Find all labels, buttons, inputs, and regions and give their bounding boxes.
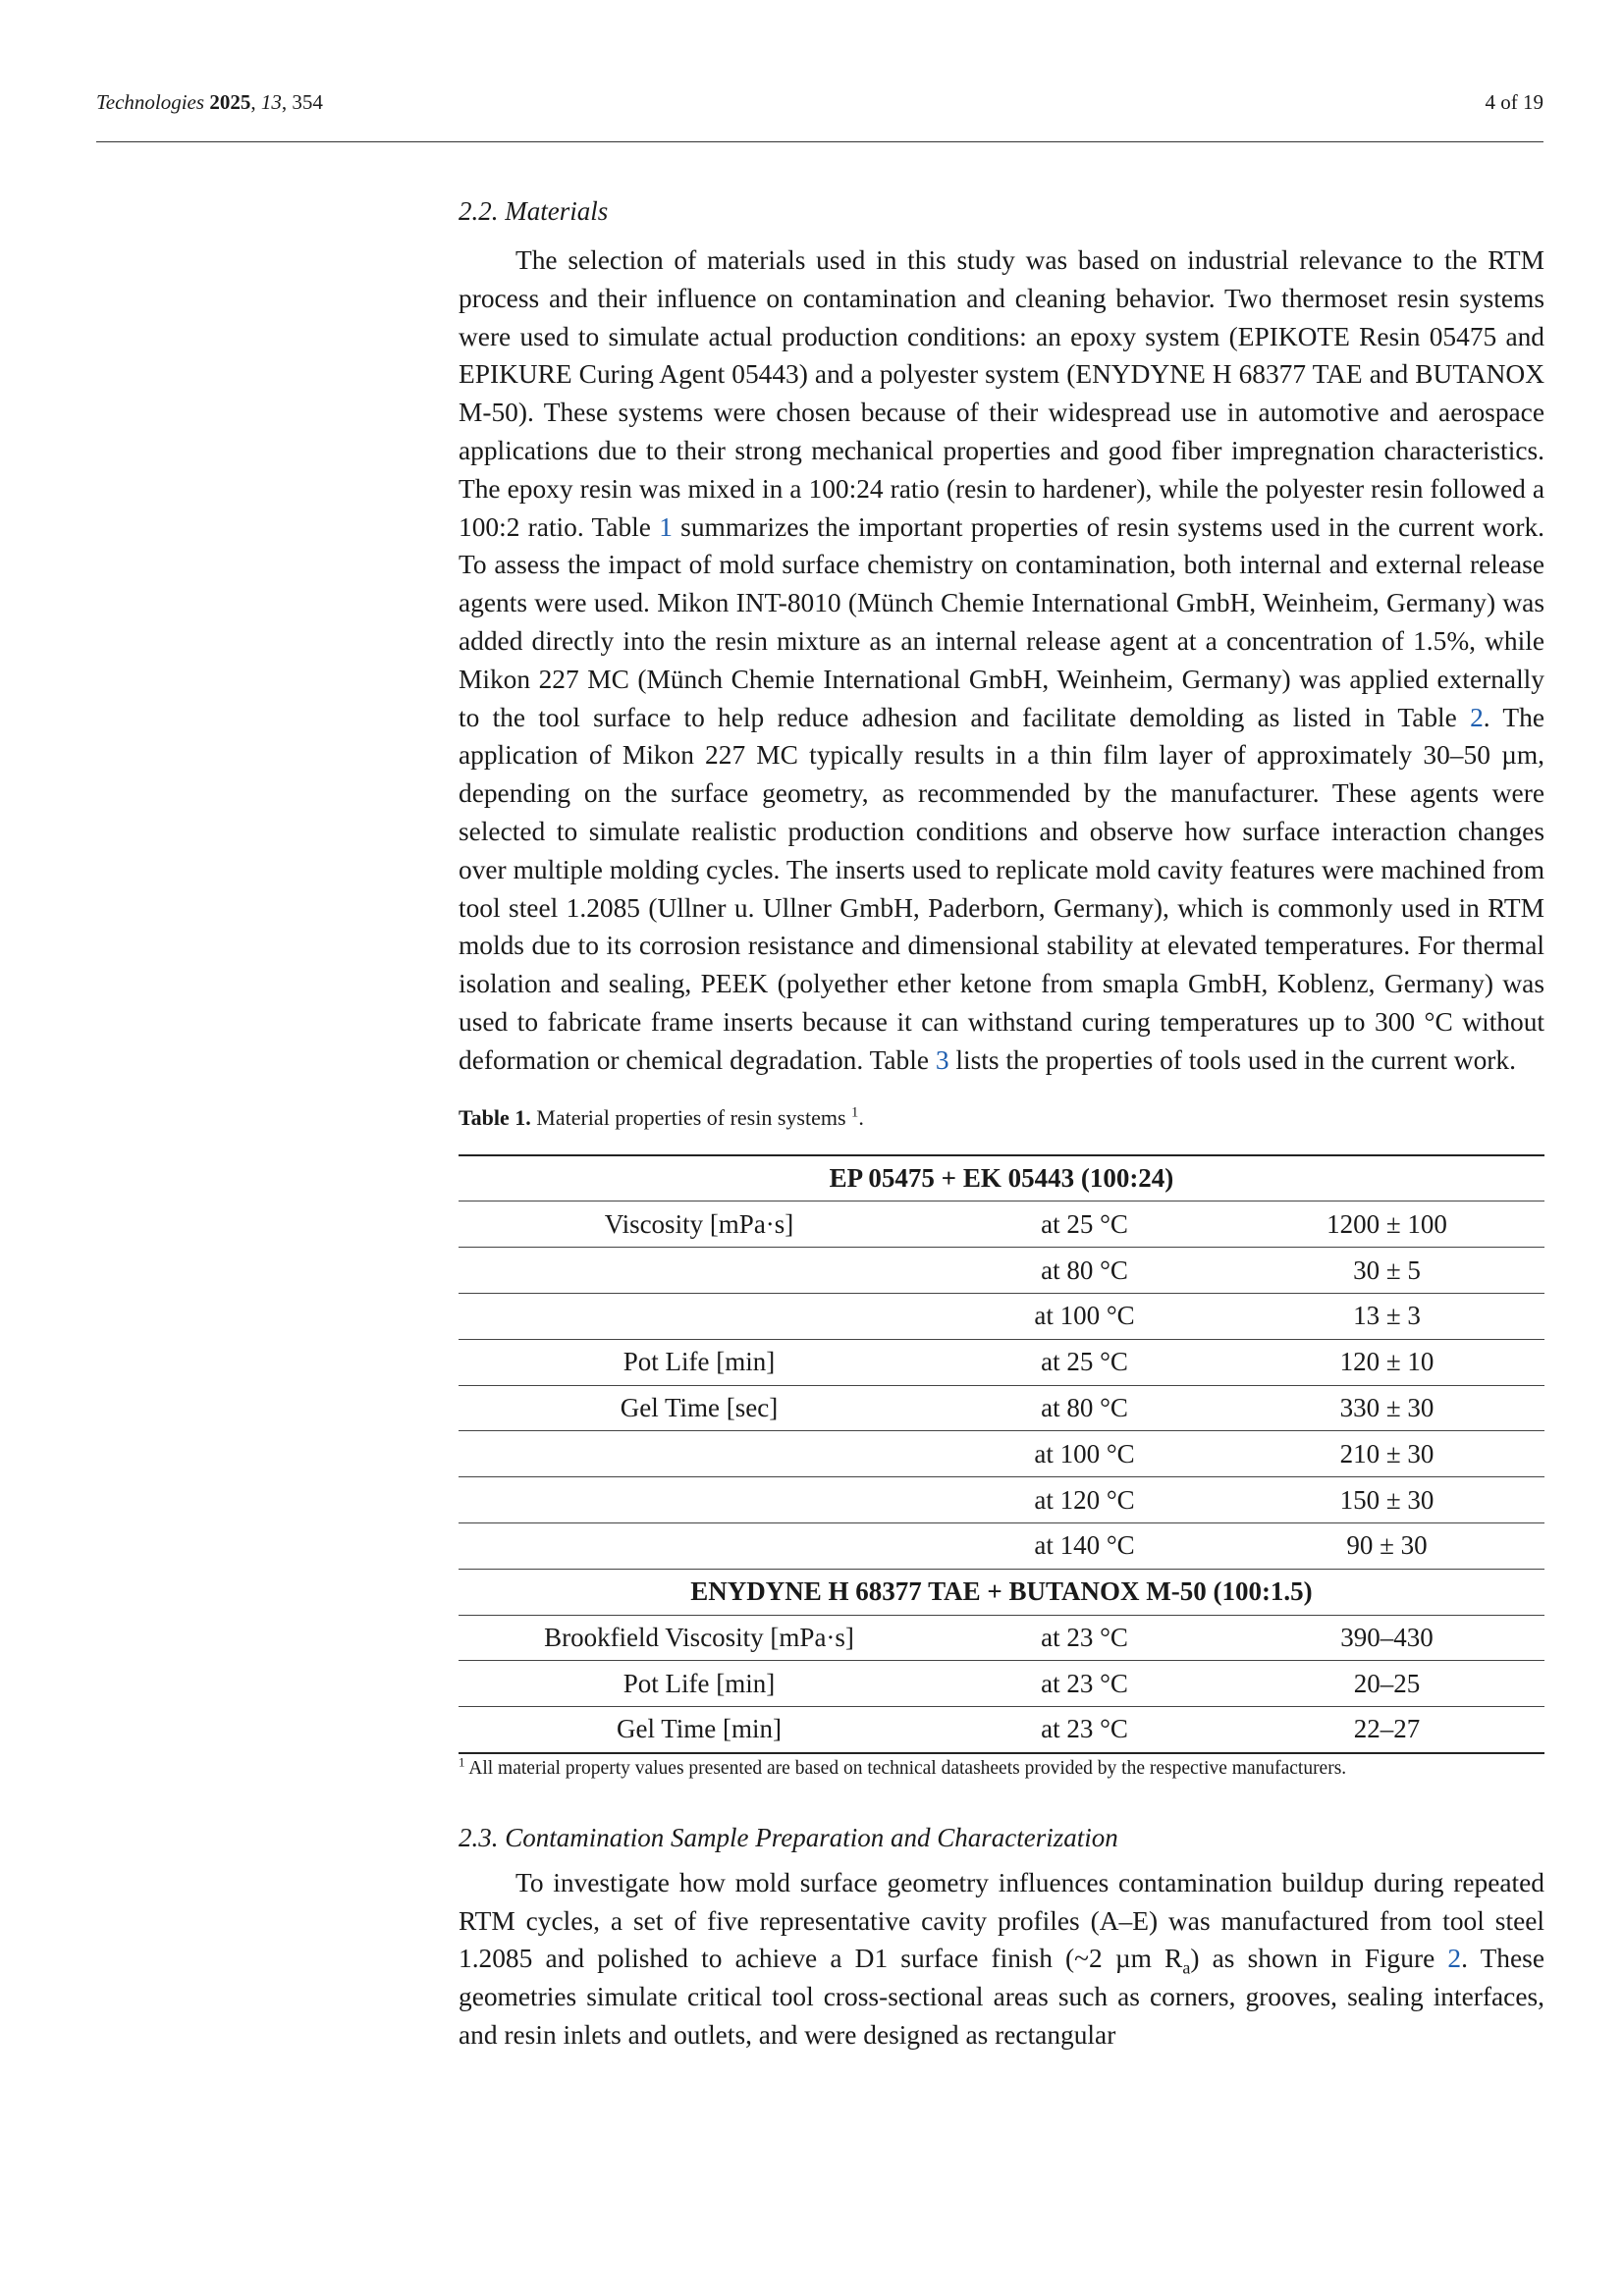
journal-name: Technologies xyxy=(96,90,205,114)
property-cell: Brookfield Viscosity [mPa·s] xyxy=(459,1615,940,1661)
table-3-link[interactable]: 3 xyxy=(935,1044,949,1075)
group-title-epoxy: EP 05475 + EK 05443 (100:24) xyxy=(459,1155,1544,1201)
material-properties-table xyxy=(459,1154,1544,1754)
subscript-a: a xyxy=(1182,1957,1191,1978)
table-row xyxy=(459,1385,1544,1431)
condition-cell: at 25 °C xyxy=(940,1339,1229,1385)
condition-cell: at 23 °C xyxy=(940,1661,1229,1707)
table-row xyxy=(459,1248,1544,1294)
value-cell: 120 ± 10 xyxy=(1229,1339,1544,1385)
table-2-link[interactable]: 2 xyxy=(1470,702,1484,732)
property-cell: Pot Life [min] xyxy=(459,1661,940,1707)
value-cell: 390–430 xyxy=(1229,1615,1544,1661)
text-segment: To investigate how mold surface geometry influences contamination buildup during repeated RTM cycles, a set of five representative cavity profiles (A–E) was manufactured from tool steel 1.2085 and polished to achieve a D1 surface finish (~2 µm R xyxy=(459,1867,1544,1974)
condition-cell: at 100 °C xyxy=(940,1293,1229,1339)
text-segment: . These geometries simulate critical tool cross-sectional areas such as corners, grooves, sealing interfaces, and resin inlets and outlets, and were designed as rectangular xyxy=(459,1944,1544,2051)
property-cell xyxy=(459,1522,940,1569)
page-number: 4 of 19 xyxy=(1485,90,1543,114)
text-segment: summarizes the important properties of resin systems used in the current work. To assess the impact of mold surface chemistry on contamination, both internal and external release agents were used. Mikon INT-8010 (Münch Chemie International GmbH, Weinheim, Germany) was added directly into the resin mixture as an internal release agent at a concentration of 1.5%, while Mikon 227 MC (Münch Chemie International GmbH, Weinheim, Germany) was applied externally to the tool surface to help reduce adhesion and facilitate demolding as listed in Table xyxy=(459,511,1544,732)
property-cell xyxy=(459,1431,940,1477)
page-content xyxy=(459,192,1544,2055)
condition-cell: at 140 °C xyxy=(940,1522,1229,1569)
condition-cell: at 80 °C xyxy=(940,1385,1229,1431)
text-segment: ) as shown in Figure xyxy=(1190,1944,1448,1974)
value-cell: 30 ± 5 xyxy=(1229,1248,1544,1294)
table-group-row xyxy=(459,1155,1544,1201)
property-cell xyxy=(459,1248,940,1294)
materials-paragraph xyxy=(459,241,1544,1080)
table-1-label: Table 1. xyxy=(459,1104,531,1130)
property-cell: Gel Time [sec] xyxy=(459,1385,940,1431)
text-segment: . The application of Mikon 227 MC typically results in a thin film layer of approximately 30–50 µm, depending on the surface geometry, as recommended by the manufacturer. These agents were selected to simulate realistic production conditions and observe how surface interaction changes over multiple molding cycles. The inserts used to replicate mold cavity features were machined from tool steel 1.2085 (Ullner u. Ullner GmbH, Paderborn, Germany), which is commonly used in RTM molds due to its corrosion resistance and dimensional stability at elevated temperatures. For thermal isolation and sealing, PEEK (polyether ether ketone from smapla GmbH, Koblenz, Germany) was used to fabricate frame inserts because it can withstand curing temperatures up to 300 °C without deformation or chemical degradation. Table xyxy=(459,702,1544,1075)
group-title-polyester: ENYDYNE H 68377 TAE + BUTANOX M-50 (100:1.5) xyxy=(459,1569,1544,1615)
condition-cell: at 100 °C xyxy=(940,1431,1229,1477)
value-cell: 150 ± 30 xyxy=(1229,1477,1544,1523)
condition-cell: at 23 °C xyxy=(940,1707,1229,1753)
table-1-caption xyxy=(459,1103,1544,1133)
table-1-link[interactable]: 1 xyxy=(659,511,673,542)
value-cell: 330 ± 30 xyxy=(1229,1385,1544,1431)
table-row xyxy=(459,1339,1544,1385)
value-cell: 90 ± 30 xyxy=(1229,1522,1544,1569)
journal-year: 2025 xyxy=(209,90,251,114)
text-segment: lists the properties of tools used in the current work. xyxy=(948,1044,1516,1075)
value-cell: 1200 ± 100 xyxy=(1229,1201,1544,1248)
value-cell: 20–25 xyxy=(1229,1661,1544,1707)
value-cell: 210 ± 30 xyxy=(1229,1431,1544,1477)
article-number: 354 xyxy=(292,90,323,114)
property-cell xyxy=(459,1477,940,1523)
property-cell: Viscosity [mPa·s] xyxy=(459,1201,940,1248)
table-row xyxy=(459,1707,1544,1753)
property-cell xyxy=(459,1293,940,1339)
footnote-text: All material property values presented are based on technical datasheets provided by the respective manufacturers. xyxy=(468,1757,1347,1779)
condition-cell: at 23 °C xyxy=(940,1615,1229,1661)
table-row xyxy=(459,1661,1544,1707)
value-cell: 13 ± 3 xyxy=(1229,1293,1544,1339)
page-header xyxy=(96,90,1543,115)
caption-period: . xyxy=(858,1104,864,1130)
journal-volume: 13 xyxy=(260,90,282,114)
table-row xyxy=(459,1431,1544,1477)
table-row xyxy=(459,1615,1544,1661)
table-footnote xyxy=(459,1756,1544,1782)
footnote-marker: 1 xyxy=(851,1104,859,1121)
text-segment: The selection of materials used in this study was based on industrial relevance to the RTM process and their influence on contamination and cleaning behavior. Two thermoset resin systems were used to simulate actual production conditions: an epoxy system (EPIKOTE Resin 05475 and EPIKURE Curing Agent 05443) and a polyester system (ENYDYNE H 68377 TAE and BUTANOX M-50). These systems were chosen because of their widespread use in automotive and aerospace applications due to their strong mechanical properties and good fiber impregnation characteristics. The epoxy resin was mixed in a 100:24 ratio (resin to hardener), while the polyester resin followed a 100:2 ratio. Table xyxy=(459,245,1544,542)
figure-2-link[interactable]: 2 xyxy=(1447,1944,1462,1974)
table-group-row xyxy=(459,1569,1544,1615)
footnote-number: 1 xyxy=(459,1755,465,1770)
table-1-title: Material properties of resin systems xyxy=(536,1104,846,1130)
header-divider xyxy=(96,141,1543,142)
condition-cell: at 80 °C xyxy=(940,1248,1229,1294)
condition-cell: at 120 °C xyxy=(940,1477,1229,1523)
value-cell: 22–27 xyxy=(1229,1707,1544,1753)
table-body xyxy=(459,1155,1544,1753)
section-heading-materials: 2.2. Materials xyxy=(459,196,609,226)
table-row xyxy=(459,1522,1544,1569)
table-row xyxy=(459,1477,1544,1523)
table-row xyxy=(459,1293,1544,1339)
table-row xyxy=(459,1201,1544,1248)
property-cell: Gel Time [min] xyxy=(459,1707,940,1753)
journal-citation: Technologies 2025, 13, 354 xyxy=(96,90,323,114)
property-cell: Pot Life [min] xyxy=(459,1339,940,1385)
condition-cell: at 25 °C xyxy=(940,1201,1229,1248)
section-heading-contamination: 2.3. Contamination Sample Preparation and Characterization xyxy=(459,1822,1118,1852)
contamination-paragraph xyxy=(459,1864,1544,2055)
